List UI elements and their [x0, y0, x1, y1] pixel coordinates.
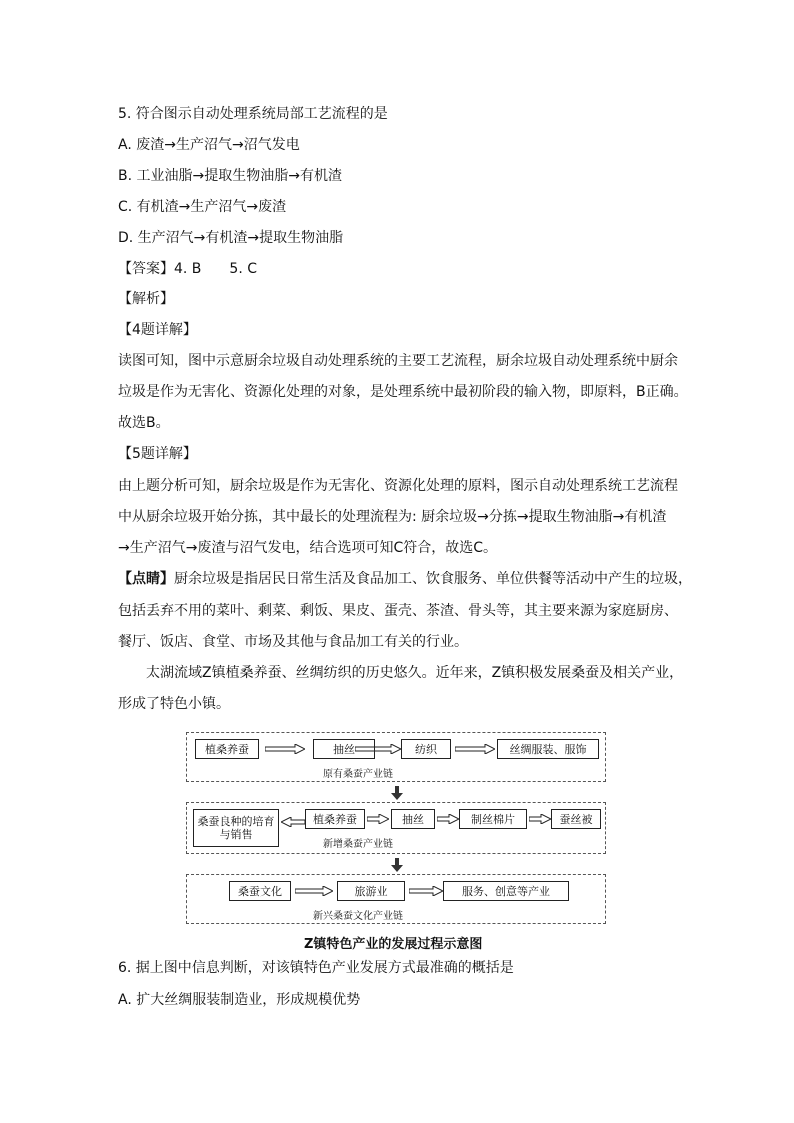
flow-arrow — [265, 744, 305, 754]
emerging-chain-group — [186, 874, 606, 924]
chain-box: 服务、创意等产业 — [443, 881, 569, 901]
flow-arrow-left — [281, 817, 305, 827]
q5-detail-line: 中从厨余垃圾开始分拣，其中最长的处理流程为: 厨余垃圾→分拣→提取生物油脂→有机渣 — [118, 509, 667, 525]
q5-stem: 5. 符合图示自动处理系统局部工艺流程的是 — [118, 106, 388, 122]
chain-box: 制丝棉片 — [459, 809, 527, 829]
chain-box: 丝绸服装、服饰 — [497, 739, 599, 759]
point-block — [118, 569, 692, 589]
diagram-caption: Z镇特色产业的发展过程示意图 — [304, 937, 483, 952]
chain-label: 新兴桑蚕文化产业链 — [313, 911, 403, 922]
q4-detail-line: 故选B。 — [118, 415, 170, 431]
chain-label: 新增桑蚕产业链 — [323, 839, 393, 850]
point-line: 包括丢弃不用的菜叶、剩菜、剩饭、果皮、蛋壳、茶渣、骨头等，其主要来源为家庭厨房、 — [118, 603, 678, 619]
q5-option-a: A. 废渣→生产沼气→沼气发电 — [118, 137, 300, 153]
point-line: 厨余垃圾是指居民日常生活及食品加工、饮食服务、单位供餐等活动中产生的垃圾， — [174, 571, 692, 587]
chain-box: 植桑养蚕 — [195, 739, 259, 759]
chain-box: 抽丝 — [313, 739, 375, 759]
q4-detail-line: 读图可知，图中示意厨余垃圾自动处理系统的主要工艺流程，厨余垃圾自动处理系统中厨余 — [118, 353, 678, 369]
down-arrow-icon — [390, 858, 404, 872]
flow-arrow — [455, 744, 495, 754]
industry-chain-diagram — [186, 732, 608, 932]
flow-arrow — [437, 814, 459, 824]
passage-line: 太湖流域Z镇植桑养蚕、丝绸纺织的历史悠久。近年来，Z镇积极发展桑蚕及相关产业， — [146, 665, 684, 681]
flow-arrow — [529, 814, 551, 824]
q5-option-b: B. 工业油脂→提取生物油脂→有机渣 — [118, 168, 342, 184]
answer-line: 【答案】4. B 5. C — [118, 261, 257, 277]
q5-detail-line: 由上题分析可知，厨余垃圾是作为无害化、资源化处理的原料，图示自动处理系统工艺流程 — [118, 478, 678, 494]
chain-box: 抽丝 — [391, 809, 435, 829]
passage-line: 形成了特色小镇。 — [118, 696, 230, 712]
down-arrow-icon — [390, 786, 404, 800]
point-line: 餐厅、饭店、食堂、市场及其他与食品加工有关的行业。 — [118, 634, 468, 650]
original-chain-group — [186, 732, 606, 782]
q5-detail-line: →生产沼气→废渣与沼气发电，结合选项可知C符合，故选C。 — [118, 540, 498, 556]
q6-option-a: A. 扩大丝绸服装制造业，形成规模优势 — [118, 992, 361, 1008]
flow-arrow — [367, 814, 389, 824]
analysis-title: 【解析】 — [118, 291, 174, 307]
q5-option-d: D. 生产沼气→有机渣→提取生物油脂 — [118, 230, 344, 246]
q5-option-c: C. 有机渣→生产沼气→废渣 — [118, 199, 287, 215]
flow-arrow — [409, 886, 443, 896]
chain-box: 纺织 — [401, 739, 451, 759]
chain-box: 蚕丝被 — [551, 809, 601, 829]
flow-arrow — [295, 886, 333, 896]
chain-box: 桑蚕良种的培育与销售 — [193, 809, 279, 847]
chain-box: 植桑养蚕 — [305, 809, 365, 829]
chain-box: 旅游业 — [337, 881, 405, 901]
q4-detail-title: 【4题详解】 — [118, 322, 197, 338]
chain-label: 原有桑蚕产业链 — [323, 769, 393, 780]
point-title: 【点睛】 — [118, 571, 174, 587]
q5-detail-title: 【5题详解】 — [118, 446, 197, 462]
flow-arrow — [355, 744, 401, 754]
q4-detail-line: 垃圾是作为无害化、资源化处理的对象，是处理系统中最初阶段的输入物，即原料，B正确。 — [118, 384, 688, 400]
new-chain-group — [186, 802, 606, 854]
chain-box: 桑蚕文化 — [229, 881, 291, 901]
q6-stem: 6. 据上图中信息判断，对该镇特色产业发展方式最准确的概括是 — [118, 960, 514, 976]
